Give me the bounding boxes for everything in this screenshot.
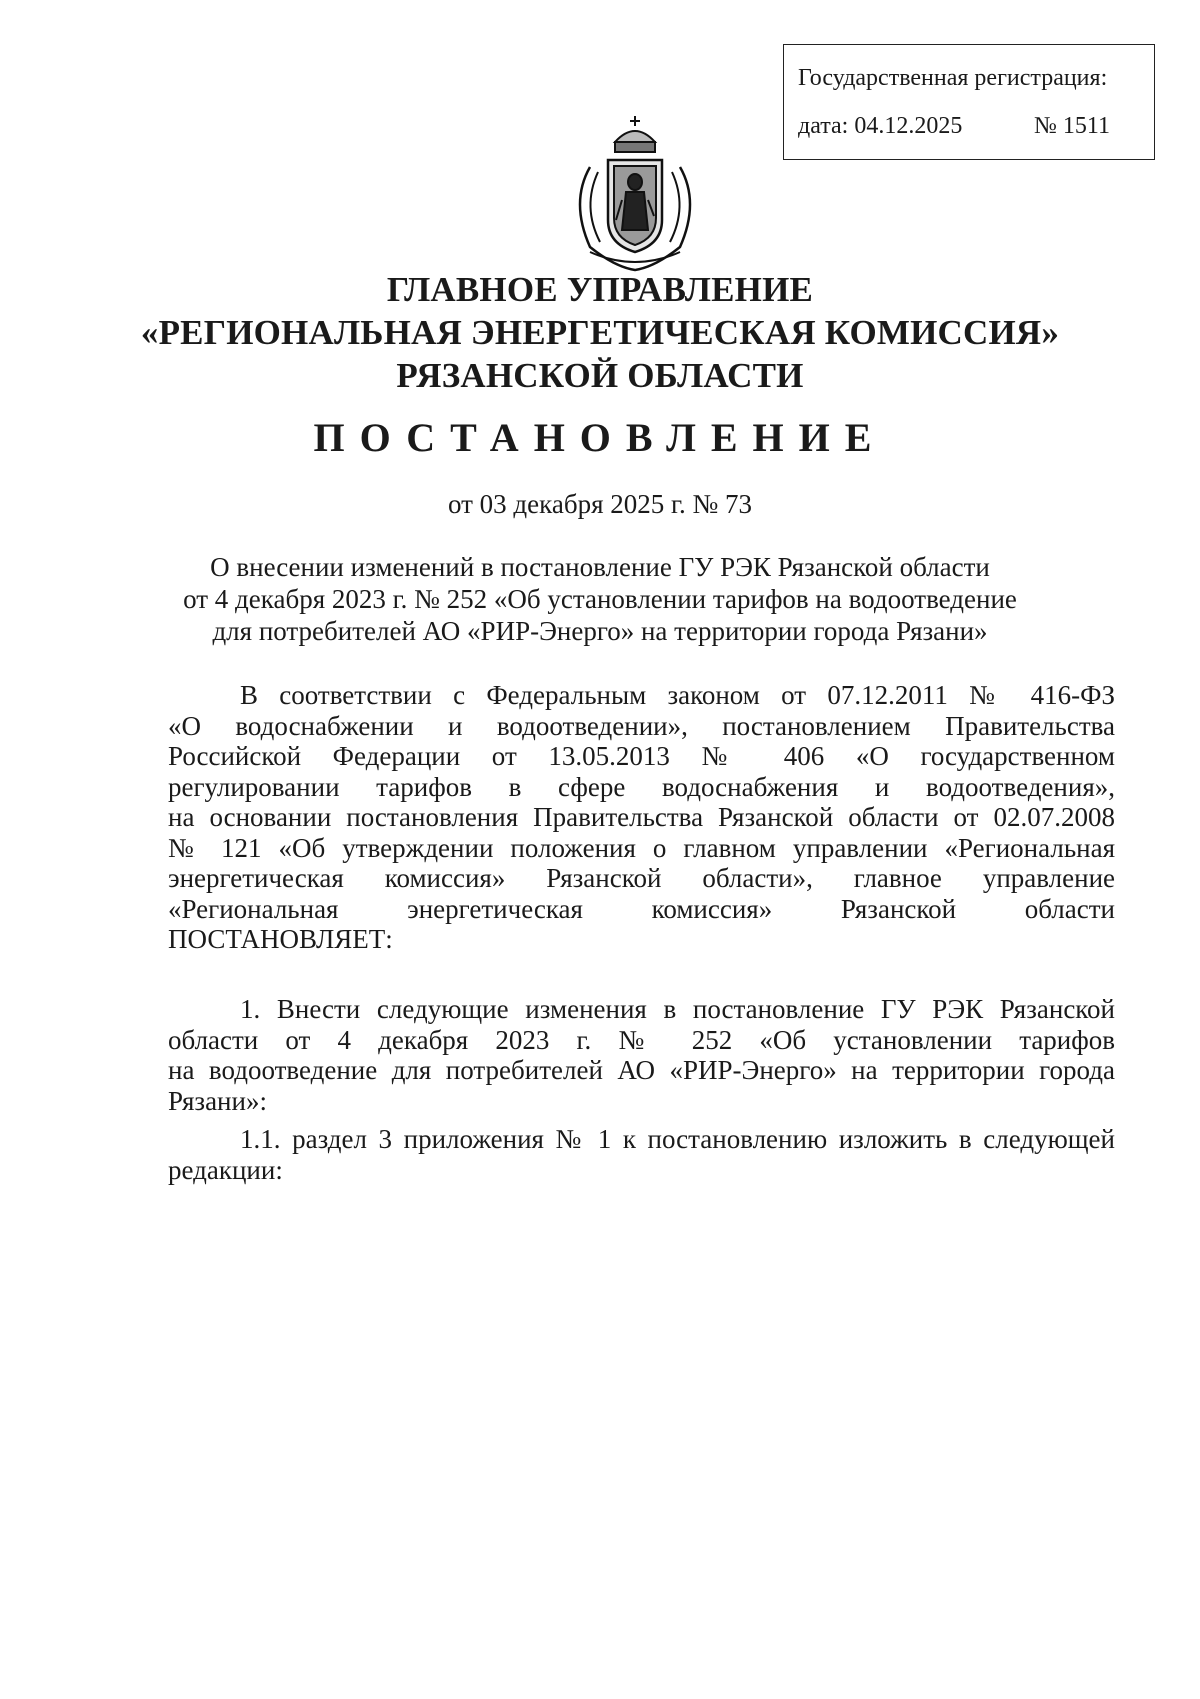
authority-line-2: «РЕГИОНАЛЬНАЯ ЭНЕРГЕТИЧЕСКАЯ КОМИССИЯ» [140,313,1060,352]
authority-line-3: РЯЗАНСКОЙ ОБЛАСТИ [396,356,804,395]
subject-line-2: от 4 декабря 2023 г. № 252 «Об установлении тарифов на водоотведение [183,584,1017,614]
preamble-paragraph [168,680,1115,955]
registration-stamp [783,44,1155,160]
clause-1-1-line: редакции: [168,1154,283,1185]
clause-1-line: 1. Внести следующие изменения в постановление ГУ РЭК Рязанской [240,994,1115,1024]
preamble-line: Российской Федерации от 13.05.2013 № 406 «О государственном [168,741,1115,771]
registration-number: № 1511 [1034,113,1111,139]
ryazan-coat-of-arms-icon [560,112,710,272]
clause-1-1-line: 1.1. раздел 3 приложения № 1 к постановлению изложить в следующей [240,1124,1115,1154]
issuing-authority [0,268,1200,397]
document-type: ПОСТАНОВЛЕНИЕ [313,415,887,460]
document-date-number: от 03 декабря 2025 г. № 73 [447,489,753,519]
preamble-line: на основании постановления Правительства Рязанской области от 02.07.2008 [168,802,1115,832]
registration-title: Государственная регистрация: [798,65,1108,91]
subject-line-1: О внесении изменений в постановление ГУ РЭК Рязанской области [210,552,990,582]
preamble-line: энергетическая комиссия» Рязанской области», главное управление [168,863,1115,893]
clause-1-line: на водоотведение для потребителей АО «РИР-Энерго» на территории города [168,1055,1115,1085]
resolves-keyword: ПОСТАНОВЛЯЕТ: [168,924,393,954]
clause-1 [168,994,1115,1116]
preamble-line: «Региональная энергетическая комиссия» Рязанской области [168,893,1115,924]
authority-line-1: ГЛАВНОЕ УПРАВЛЕНИЕ [386,270,814,309]
clause-1-line: области от 4 декабря 2023 г. № 252 «Об установлении тарифов [168,1024,1115,1055]
clause-1-1 [168,1124,1115,1185]
preamble-line: регулировании тарифов в сфере водоснабжения и водоотведения», [168,771,1115,802]
clause-1-line: Рязани»: [168,1085,267,1116]
preamble-line: «О водоснабжении и водоотведении», постановлением Правительства [168,710,1115,741]
document-subject [0,551,1200,647]
registration-date: дата: 04.12.2025 [798,113,963,139]
preamble-line: В соответствии с Федеральным законом от 07.12.2011 № 416-ФЗ [240,680,1115,710]
preamble-line: № 121 «Об утверждении положения о главном управлении «Региональная [168,832,1115,863]
subject-line-3: для потребителей АО «РИР-Энерго» на территории города Рязани» [212,616,988,646]
